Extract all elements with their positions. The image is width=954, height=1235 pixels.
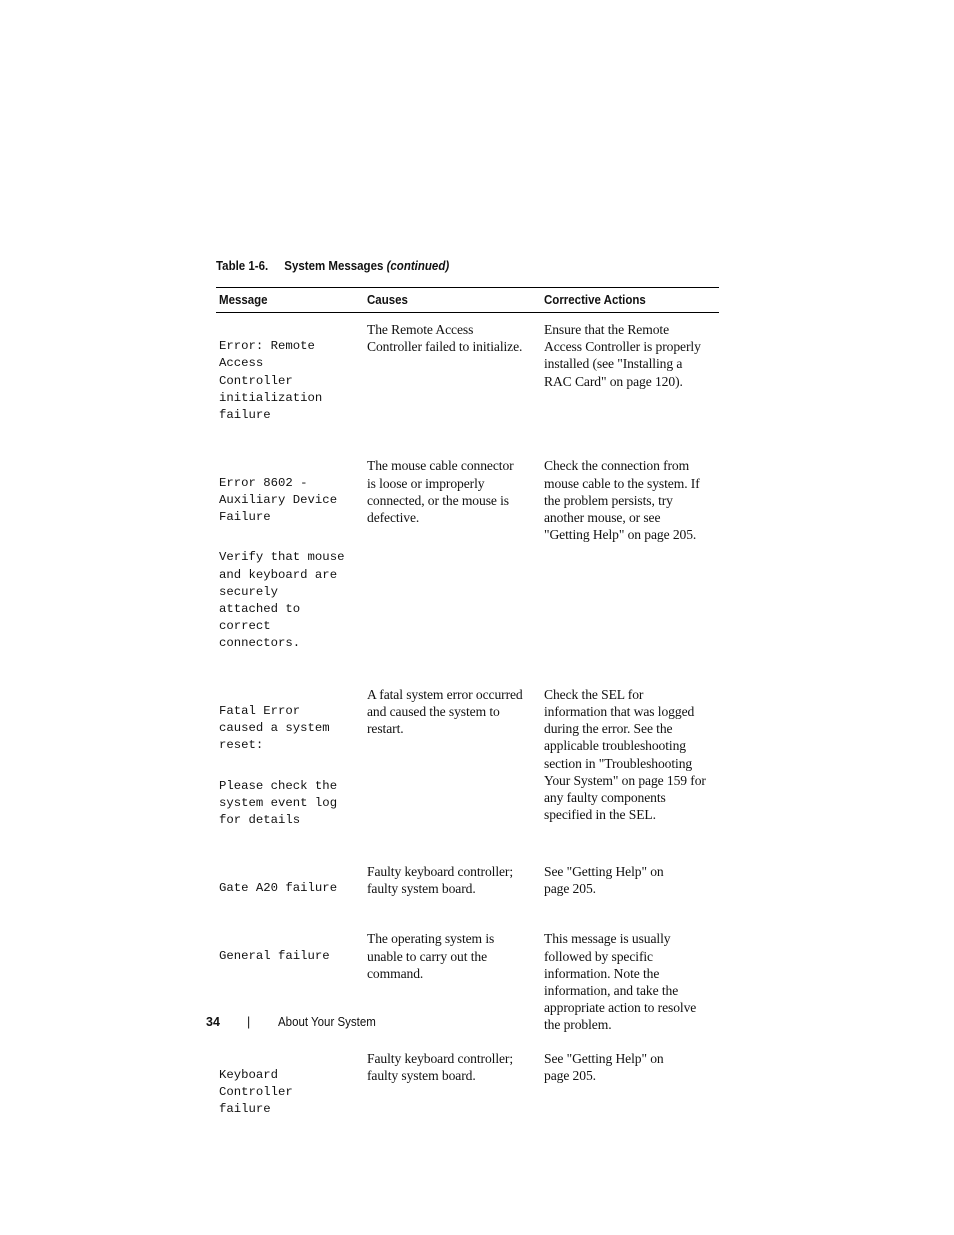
causes-cell: The mouse cable connector is loose or improperly connected, or the mouse is defective. bbox=[367, 458, 514, 526]
causes-cell: The Remote Access Controller failed to initialize. bbox=[367, 322, 523, 355]
actions-cell: See "Getting Help" on page 205. bbox=[544, 863, 664, 896]
table-header-row bbox=[216, 287, 719, 313]
message-cell: Fatal Error caused a system reset: Please check the system event log for details bbox=[219, 704, 338, 828]
actions-cell: Check the connection from mouse cable to the system. If the problem persists, try another mouse, or see "Getting Help" on page 205. bbox=[544, 458, 700, 543]
page-footer bbox=[206, 1015, 606, 1035]
table-row bbox=[216, 678, 719, 855]
table-row bbox=[216, 449, 719, 677]
actions-cell: Check the SEL for information that was logged during the error. See the applicable troubleshooting section in "Troubleshooting Your System" on page 159 for any faulty components specified in the SEL. bbox=[544, 686, 706, 823]
column-header-actions: Corrective Actions bbox=[544, 293, 646, 307]
footer-separator: | bbox=[247, 1015, 251, 1029]
message-cell: General failure bbox=[219, 948, 330, 963]
message-cell: Gate A20 failure bbox=[219, 880, 338, 895]
table-row bbox=[216, 855, 719, 923]
message-cell: Error 8602 - Auxiliary Device Failure Verify that mouse and keyboard are securely attached to correct connectors. bbox=[219, 475, 345, 651]
causes-cell: Faulty keyboard controller; faulty system board. bbox=[367, 863, 514, 896]
actions-cell: See "Getting Help" on page 205. bbox=[544, 1050, 664, 1083]
table-row bbox=[216, 1042, 719, 1144]
table-number: Table 1-6. bbox=[216, 259, 269, 273]
message-cell: Keyboard Controller failure bbox=[219, 1067, 293, 1117]
table-caption bbox=[216, 259, 449, 273]
causes-cell: Faulty keyboard controller; faulty system board. bbox=[367, 1050, 514, 1083]
column-header-causes: Causes bbox=[367, 293, 408, 307]
table-continued-label: (continued) bbox=[386, 259, 450, 273]
message-cell: Error: Remote Access Controller initialization failure bbox=[219, 339, 323, 423]
actions-cell: This message is usually followed by specific information. Note the information, and take the appropriate action to resolve the problem. bbox=[544, 931, 697, 1033]
actions-cell: Ensure that the Remote Access Controller is properly installed (see "Installing a RAC Card" on page 120). bbox=[544, 322, 701, 389]
table-title: System Messages bbox=[284, 259, 384, 273]
section-title: About Your System bbox=[278, 1015, 376, 1029]
causes-cell: A fatal system error occurred and caused the system to restart. bbox=[367, 686, 523, 737]
causes-cell: The operating system is unable to carry out the command. bbox=[367, 931, 495, 981]
column-header-message: Message bbox=[219, 293, 268, 307]
table-row bbox=[216, 313, 719, 449]
page-number: 34 bbox=[206, 1015, 220, 1029]
